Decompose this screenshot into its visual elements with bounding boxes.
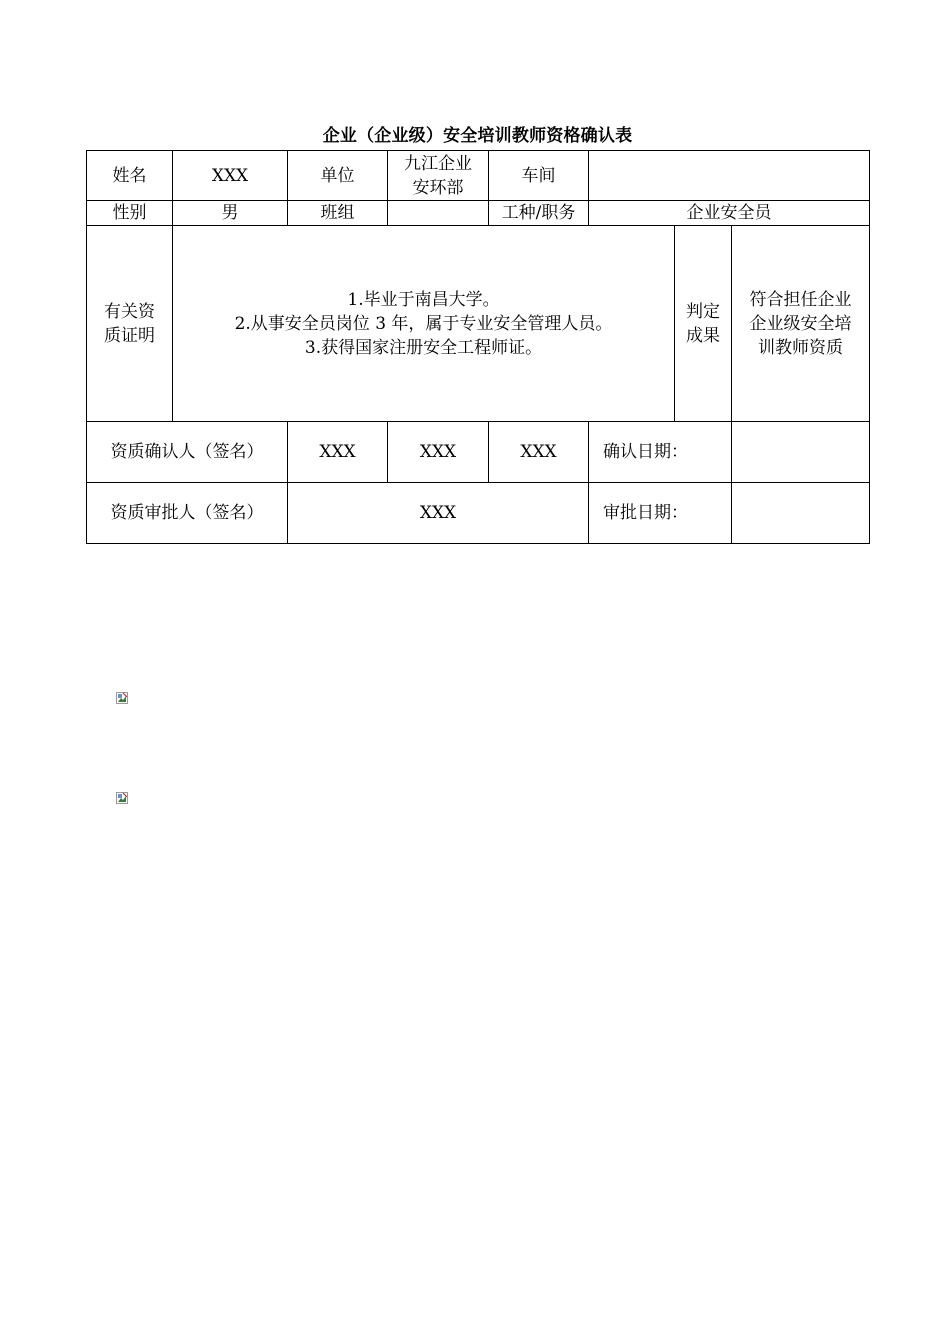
proof-label (87, 226, 173, 422)
unit-value (388, 151, 489, 201)
confirm-date-value (732, 422, 870, 483)
qualification-form-table (86, 150, 870, 544)
proof-label-line: 有关资 (104, 301, 155, 322)
team-value (388, 201, 489, 226)
table-row (87, 151, 870, 201)
confirmer-value: XXX (388, 422, 489, 483)
approve-date-value (732, 483, 870, 544)
confirmer-value: XXX (489, 422, 589, 483)
result-value-line: 符合担任企业 (749, 289, 852, 310)
result-value (732, 226, 870, 422)
job-label: 工种/职务 (489, 201, 589, 226)
name-label: 姓名 (87, 151, 173, 201)
workshop-label: 车间 (489, 151, 589, 201)
approver-value: XXX (288, 483, 589, 544)
broken-image-icon (116, 792, 128, 804)
unit-value-line: 九江企业 (404, 153, 472, 174)
table-row (87, 422, 870, 483)
name-value: XXX (173, 151, 288, 201)
workshop-value (589, 151, 870, 201)
table-row (87, 483, 870, 544)
result-value-line: 训教师资质 (758, 337, 843, 358)
confirmer-label: 资质确认人（签名） (87, 422, 288, 483)
team-label: 班组 (288, 201, 388, 226)
proof-content (173, 226, 675, 422)
proof-item: 1.毕业于南昌大学。 (347, 289, 500, 310)
table-row (87, 201, 870, 226)
gender-label: 性别 (87, 201, 173, 226)
unit-value-line: 安环部 (412, 177, 464, 198)
result-label (675, 226, 732, 422)
proof-label-line: 质证明 (104, 325, 155, 346)
confirm-date-label: 确认日期： (589, 422, 732, 483)
table-row (87, 226, 870, 422)
broken-image-icon (116, 692, 128, 704)
approve-date-label: 审批日期： (589, 483, 732, 544)
job-value: 企业安全员 (589, 201, 870, 226)
result-label-line: 判定 (686, 301, 720, 322)
approver-label: 资质审批人（签名） (87, 483, 288, 544)
gender-value: 男 (173, 201, 288, 226)
confirmer-value: XXX (288, 422, 388, 483)
document-title: 企业（企业级）安全培训教师资格确认表 (322, 126, 633, 146)
proof-item: 2.从事安全员岗位 3 年，属于专业安全管理人员。 (234, 313, 613, 334)
result-label-line: 成果 (686, 325, 720, 346)
result-value-line: 企业级安全培 (749, 313, 852, 334)
proof-item: 3.获得国家注册安全工程师证。 (304, 337, 543, 358)
unit-label: 单位 (288, 151, 388, 201)
